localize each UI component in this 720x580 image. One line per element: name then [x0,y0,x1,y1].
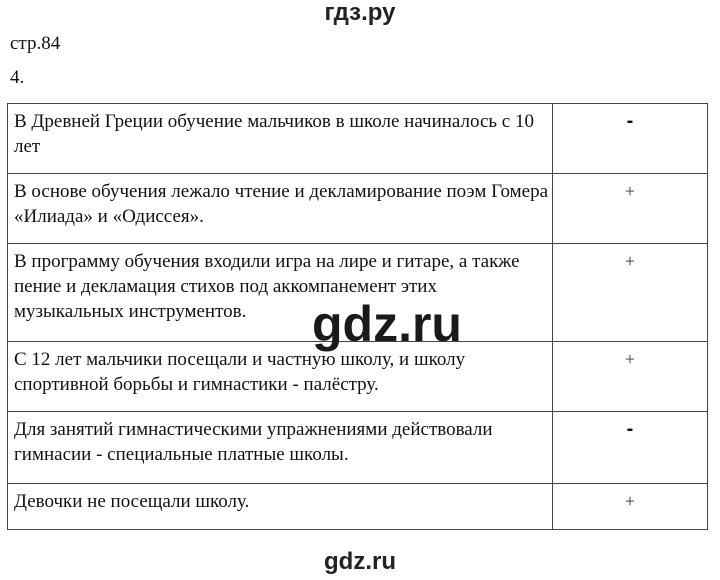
minus-mark: - [626,110,634,132]
mark-cell [553,244,708,342]
minus-mark: - [626,418,634,440]
table-row [8,104,708,174]
statement-cell: В программу обучения входили игра на лире и гитаре, а также пение и декламация стихов под аккомпанемент этих музыкальных инструментов. [8,244,553,342]
task-number: 4. [10,67,25,88]
plus-mark: + [624,491,636,511]
mark-cell [553,174,708,244]
mark-cell [553,342,708,412]
site-header-logo: гдз.ру [324,0,396,26]
table-row [8,174,708,244]
watermark-logo: gdz.ru [312,296,462,352]
table-row [8,412,708,484]
table-row [8,342,708,412]
site-footer-logo: gdz.ru [324,548,396,575]
statement-cell: В основе обучения лежало чтение и декламирование поэм Гомера «Илиада» и «Одиссея». [8,174,553,244]
mark-cell [553,104,708,174]
statement-cell: В Древней Греции обучение мальчиков в школе начиналось с 10 лет [8,104,553,174]
page-reference: стр.84 [10,33,61,54]
plus-mark: + [624,181,636,201]
table-row [8,484,708,530]
statement-cell: С 12 лет мальчики посещали и частную школу, и школу спортивной борьбы и гимнастики - палёстру. [8,342,553,412]
statement-cell: Девочки не посещали школу. [8,484,553,530]
mark-cell [553,412,708,484]
plus-mark: + [624,251,636,271]
mark-cell [553,484,708,530]
plus-mark: + [624,349,636,369]
statement-cell: Для занятий гимнастическими упражнениями действовали гимнасии - специальные платные школы. [8,412,553,484]
